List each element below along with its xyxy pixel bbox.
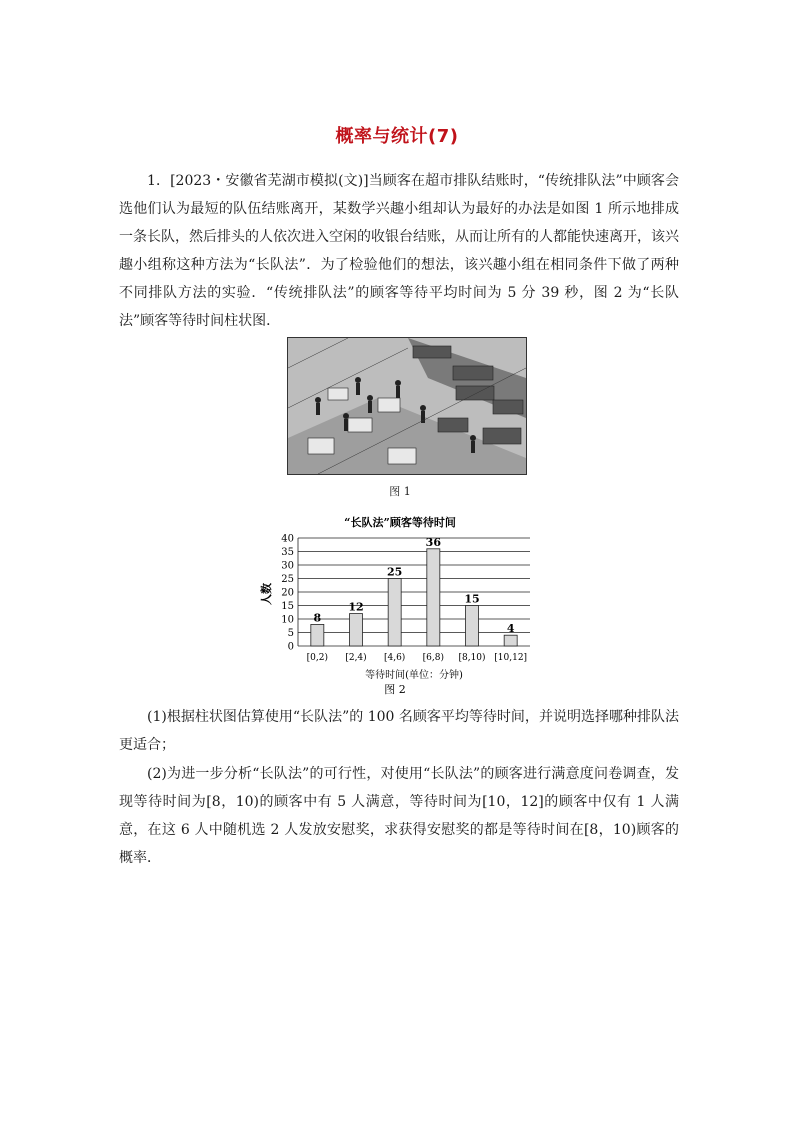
- bar: [427, 549, 440, 646]
- x-tick-label: [2,4): [345, 653, 367, 663]
- x-tick-label: [4,6): [383, 653, 406, 663]
- data-label: 25: [387, 565, 403, 579]
- x-tick-label: [6,8): [422, 653, 445, 663]
- y-tick-label: 30: [281, 560, 294, 572]
- x-tick-label: [8,10): [458, 653, 486, 663]
- y-tick-label: 40: [281, 533, 294, 545]
- y-tick-label: 20: [281, 587, 294, 599]
- y-tick-label: 35: [281, 547, 294, 558]
- figure-2-caption: 图 2: [384, 683, 406, 696]
- sub-question-2: (2)为进一步分析“长队法”的可行性，对使用“长队法”的顾客进行满意度问卷调查，发现等待时间为[8，10)的顾客中有 5 人满意，等待时间为[10，12]的顾客中仅有 1 人满意，在这 6 人中随机选 2 人发放安慰奖，求获得安慰奖的都是等待时间在[8，10)顾客的概率．: [119, 766, 679, 866]
- x-tick-label: [10,12]: [494, 653, 528, 663]
- supermarket-queue-illustration: [288, 338, 526, 474]
- data-label: 15: [464, 592, 480, 606]
- bar: [466, 606, 479, 647]
- sub-question-1: (1)根据柱状图估算使用“长队法”的 100 名顾客平均等待时间，并说明选择哪种排队法更适合；: [119, 709, 679, 753]
- x-tick-label: [0,2): [306, 653, 329, 663]
- bar: [350, 614, 363, 646]
- x-axis-label: 等待时间(单位：分钟): [365, 670, 463, 681]
- data-label: 36: [425, 535, 441, 549]
- question-1-intro: 1．[2023・安徽省芜湖市模拟(文)]当顾客在超市排队结账时，“传统排队法”中顾客会选他们认为最短的队伍结账离开，某数学兴趣小组却认为最好的办法是如图 1 所示地排成一条长队，然后排头的人依次进入空闲的收银台结账，从而让所有的人都能快速离开，该兴趣小组称这种方法为“长队法”．为了检验他们的想法，该兴趣小组在相同条件下做了两种不同排队方法的实验．“传统排队法”的顾客等待平均时间为 5 分 39 秒，图 2 为“长队法”顾客等待时间柱状图．: [119, 173, 679, 329]
- data-label: 12: [348, 600, 364, 614]
- bar: [504, 635, 517, 646]
- bar: [311, 624, 324, 646]
- y-axis-label: 人数: [260, 583, 273, 605]
- y-tick-label: 5: [287, 628, 294, 639]
- bar: [388, 579, 401, 647]
- y-tick-label: 25: [281, 574, 294, 585]
- y-tick-label: 0: [287, 641, 294, 653]
- data-label: 8: [313, 611, 322, 625]
- bar-chart: [250, 510, 550, 700]
- chart-title: “长队法”顾客等待时间: [344, 516, 456, 529]
- page-title: 概率与统计(7): [335, 126, 459, 147]
- figure-1-caption: 图 1: [389, 485, 411, 498]
- y-tick-label: 15: [281, 601, 294, 612]
- data-label: 4: [506, 622, 515, 636]
- figure-2-chart: [250, 510, 550, 700]
- y-tick-label: 10: [281, 614, 294, 626]
- figure-1-photo: [287, 337, 527, 475]
